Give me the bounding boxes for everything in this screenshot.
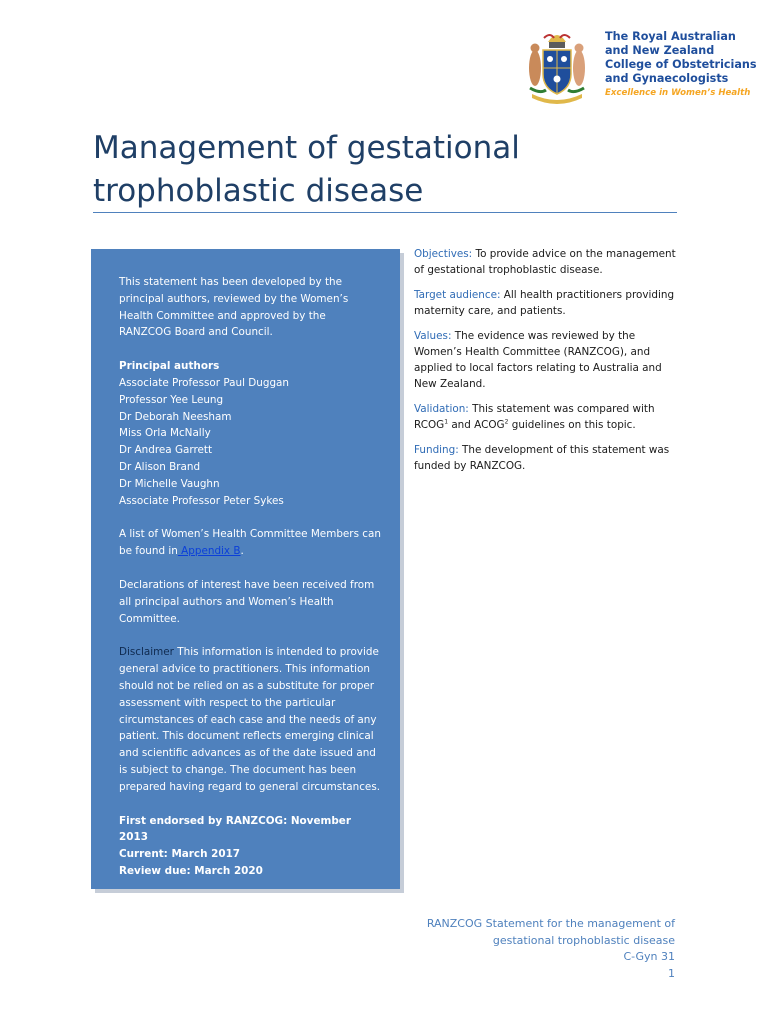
author-item: Dr Deborah Neesham (119, 410, 232, 423)
footer-line: gestational trophoblastic disease (492, 933, 675, 947)
title-divider (93, 212, 677, 213)
author-item: Dr Andrea Garrett (119, 444, 213, 457)
author-item: Dr Alison Brand (119, 460, 201, 473)
validation-text-2: and ACOG (448, 419, 505, 431)
values-text: The evidence was reviewed by the Women’s Health Committee (RANZCOG), and applied to local factors relating to Australia and New Zealand. (414, 330, 662, 390)
org-name-line: College of Obstetricians (605, 58, 757, 71)
appendix-b-link[interactable]: Appendix B (177, 545, 241, 558)
author-item: Dr Michelle Vaughn (119, 477, 220, 490)
validation-text: This statement was compared with RCOG (414, 403, 655, 431)
objectives-item (414, 246, 684, 278)
org-name-line: and Gynaecologists (605, 72, 729, 85)
org-name-line: The Royal Australian (605, 30, 736, 43)
audience-text: All health practitioners providing maternity care, and patients. (414, 289, 675, 317)
author-item: Associate Professor Paul Duggan (119, 376, 289, 389)
author-item: Associate Professor Peter Sykes (119, 494, 284, 507)
organization-tagline: Excellence in Women’s Health (605, 88, 751, 98)
objectives-label: Objectives: (414, 248, 473, 260)
organization-name (605, 30, 765, 86)
review-date: Review due: March 2020 (119, 864, 263, 877)
current-date: Current: March 2017 (119, 848, 241, 861)
footer-line: RANZCOG Statement for the management of (426, 917, 675, 930)
org-name-line: and New Zealand (605, 44, 715, 57)
validation-text-3: guidelines on this topic. (508, 419, 636, 431)
disclaimer-text: This information is intended to provide general advice to practitioners. This information should not be relied on as a substitute for proper assessment with respect to the particular circumstances of each case and the needs of any patient. This document reflects emerging clinical and scientific advances as of the date issued and is subject to change. The document has been prepared having regard to general circumstances. (119, 646, 381, 793)
funding-item (414, 442, 684, 474)
committee-end: . (240, 545, 244, 558)
validation-label: Validation: (414, 403, 469, 415)
audience-label: Target audience: (414, 289, 501, 301)
endorsed-date: First endorsed by RANZCOG: November 2013 (119, 814, 351, 844)
document-code: C-Gyn 31 (623, 950, 675, 963)
values-label: Values: (414, 330, 452, 342)
statement-details (414, 246, 684, 483)
declarations-paragraph: Declarations of interest have been received from all principal authors and Women’s Health Committee. (119, 578, 375, 625)
title-line: trophoblastic disease (93, 173, 424, 209)
document-title (93, 127, 693, 213)
info-box-content (119, 274, 381, 880)
title-line: Management of gestational (93, 130, 520, 166)
rcog-reference: 1 (444, 418, 449, 426)
funding-label: Funding: (414, 444, 459, 456)
author-item: Miss Orla McNally (119, 427, 211, 440)
disclaimer-paragraph (119, 644, 381, 795)
disclaimer-label: Disclaimer (119, 646, 174, 659)
audience-item (414, 287, 684, 319)
page-number: 1 (668, 966, 675, 980)
funding-text: The development of this statement was funded by RANZCOG. (414, 444, 670, 472)
acog-reference: 2 (504, 418, 509, 426)
committee-text: A list of Women’s Health Committee Members can be found in (119, 528, 381, 558)
committee-paragraph (119, 526, 381, 560)
validation-item (414, 401, 684, 433)
values-item (414, 328, 684, 392)
intro-paragraph: This statement has been developed by the principal authors, reviewed by the Women’s Health Committee and approved by the RANZCOG Board and Council. (119, 276, 349, 339)
author-item: Professor Yee Leung (119, 393, 224, 406)
info-box (91, 249, 400, 889)
ranzcog-crest-icon (526, 24, 588, 106)
authors-heading: Principal authors (119, 360, 220, 373)
objectives-text: To provide advice on the management of gestational trophoblastic disease. (414, 248, 676, 276)
page-footer (427, 916, 675, 982)
